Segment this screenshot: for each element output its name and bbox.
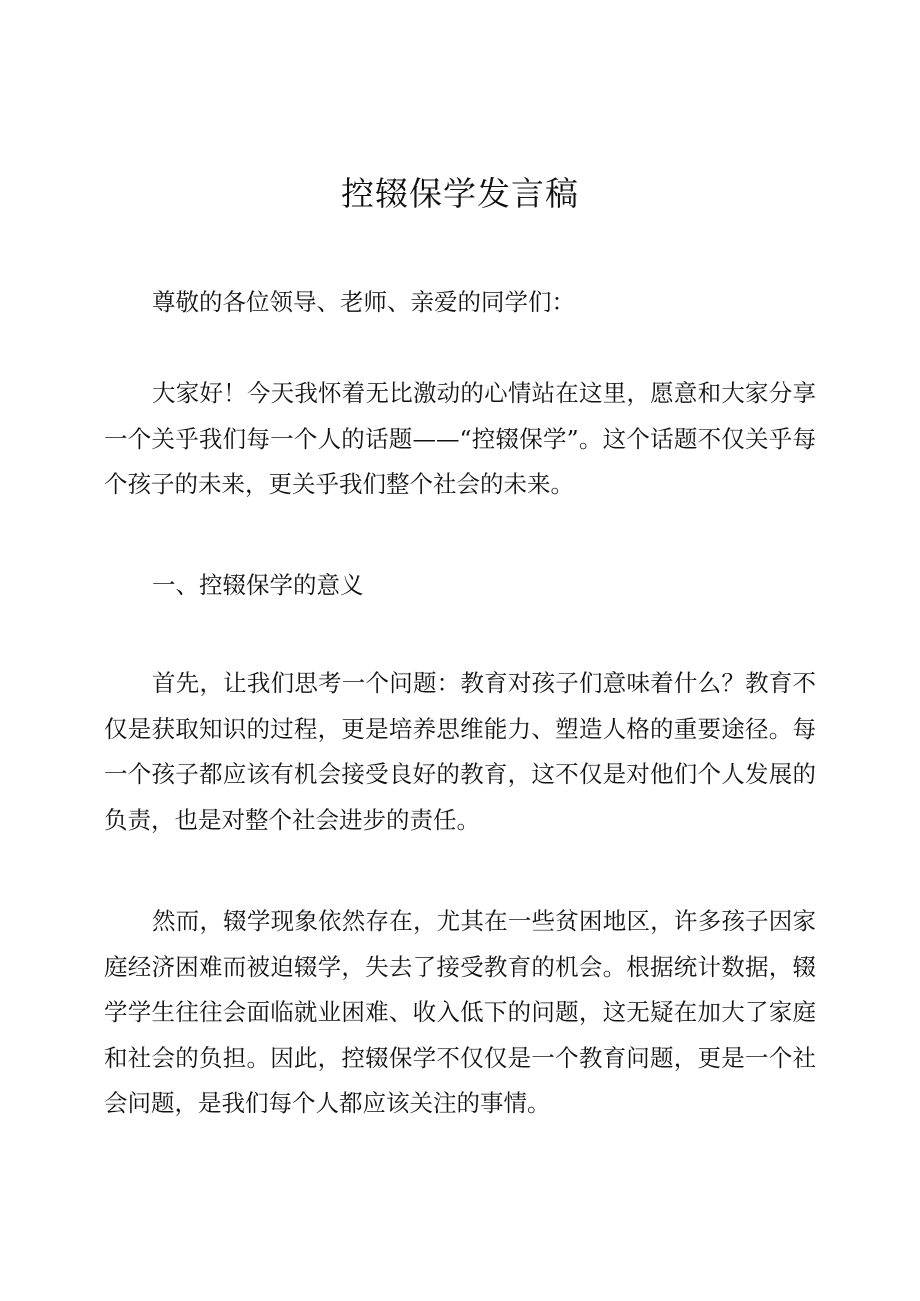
greeting-paragraph: 尊敬的各位领导、老师、亲爱的同学们： — [152, 288, 575, 316]
intro-paragraph: 大家好！今天我怀着无比激动的心情站在这里，愿意和大家分享一个关乎我们每一个人的话题——“控辍保学”。这个话题不仅关乎每个孩子的未来，更关乎我们整个社会的未来。 — [104, 379, 816, 499]
body-paragraph: 首先，让我们思考一个问题：教育对孩子们意味着什么？教育不仅是获取知识的过程，更是培养思维能力、塑造人格的重要途径。每一个孩子都应该有机会接受良好的教育，这不仅是对他们个人发展的负责，也是对整个社会进步的责任。 — [104, 669, 816, 834]
section-heading: 一、控辍保学的意义 — [152, 571, 364, 599]
document-title: 控辍保学发言稿 — [341, 174, 579, 213]
body-paragraph: 然而，辍学现象依然存在，尤其在一些贫困地区，许多孩子因家庭经济困难而被迫辍学，失去了接受教育的机会。根据统计数据，辍学学生往往会面临就业困难、收入低下的问题，这无疑在加大了家庭和社会的负担。因此，控辍保学不仅仅是一个教育问题，更是一个社会问题，是我们每个人都应该关注的事情。 — [104, 907, 816, 1118]
